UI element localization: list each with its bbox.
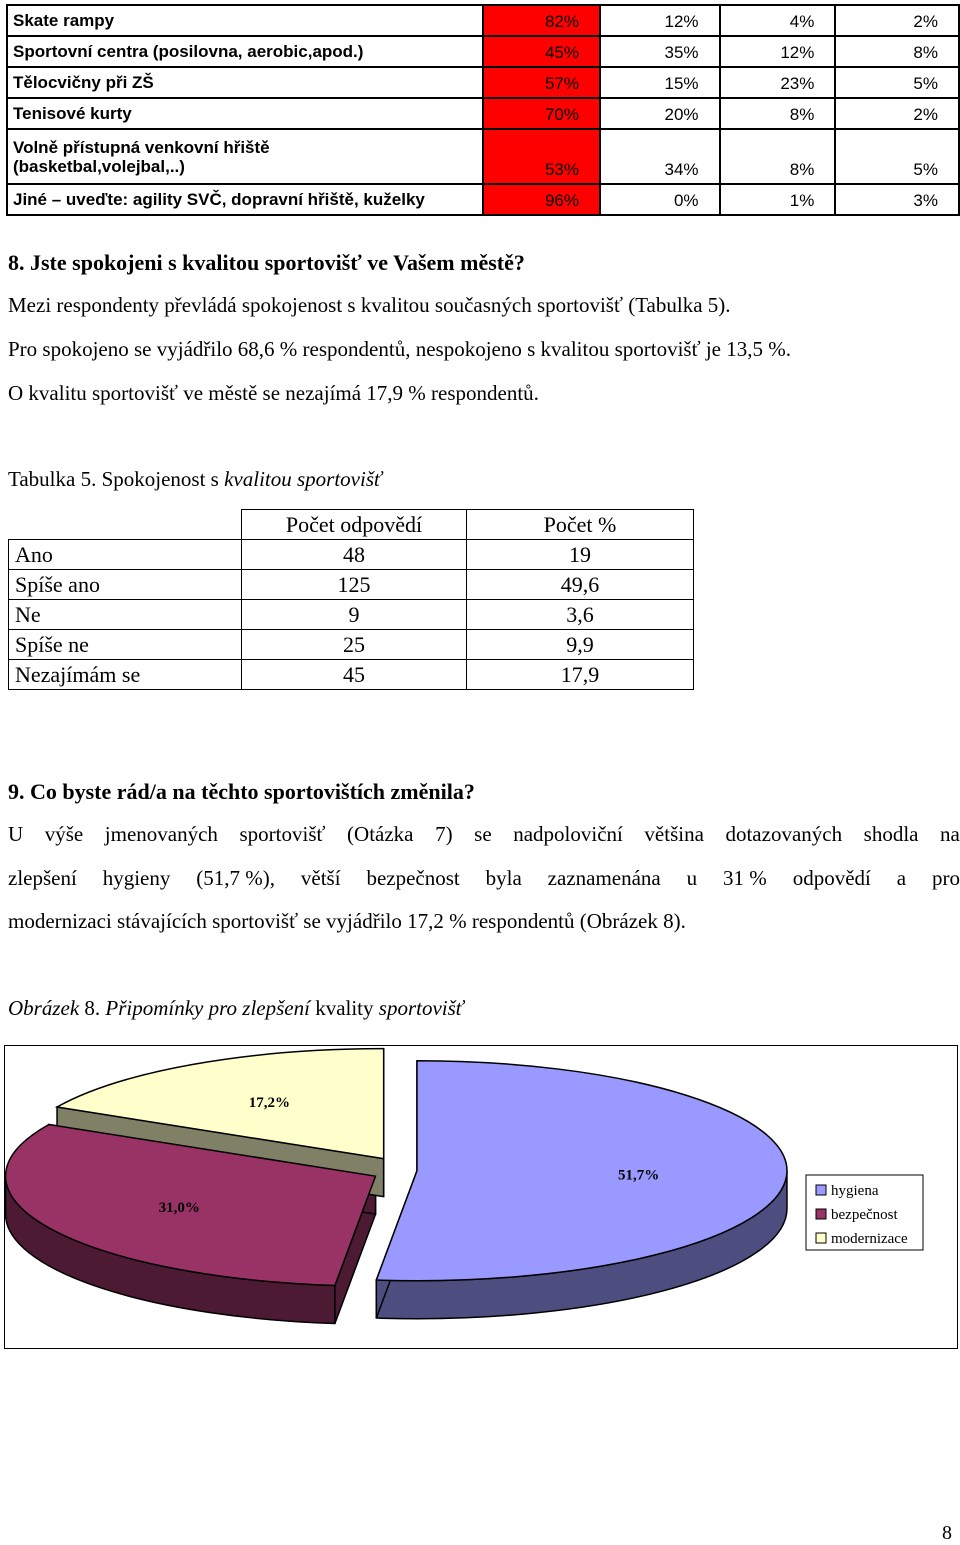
cell-percent: 19 <box>467 540 694 570</box>
legend-label: bezpečnost <box>831 1207 898 1223</box>
legend-label: modernizace <box>831 1231 908 1247</box>
word: hygieny <box>102 866 171 890</box>
cell-value: 12% <box>600 5 720 36</box>
word: 7) <box>435 822 453 846</box>
paragraph-line <box>8 822 960 847</box>
legend-swatch <box>816 1209 826 1219</box>
word: sportovišť <box>239 822 326 846</box>
cell-value: 23% <box>720 67 836 98</box>
column-header: Počet odpovědí <box>242 510 467 540</box>
section-9-heading: 9. Co byste rád/a na těchto sportovištích změnila? <box>8 779 475 804</box>
row-label: Ano <box>9 540 242 570</box>
cell-percent: 49,6 <box>467 570 694 600</box>
row-label-line: (basketbal,volejbal,..) <box>13 156 185 176</box>
cell-value: 82% <box>483 5 600 36</box>
caption-text: 8. <box>79 996 106 1020</box>
cell-count: 9 <box>242 600 467 630</box>
word: pro <box>931 866 960 890</box>
word: jmenovaných <box>104 822 218 846</box>
caption-text: Tabulka 5. Spokojenost s <box>8 467 225 491</box>
word: na <box>940 822 960 846</box>
legend-swatch <box>816 1185 826 1195</box>
word: u <box>686 866 698 890</box>
paragraph-line: modernizaci stávajících sportovišť se vyjádřilo 17,2 % respondentů (Obrázek 8). <box>8 909 686 933</box>
paragraph: Mezi respondenty převládá spokojenost s kvalitou současných sportovišť (Tabulka 5). <box>8 293 731 317</box>
cell-value: 2% <box>835 5 959 36</box>
header-empty <box>9 510 242 540</box>
word: dotazovaných <box>725 822 843 846</box>
cell-value: 20% <box>600 98 720 129</box>
cell-value: 12% <box>720 36 836 67</box>
caption-italic: Obrázek <box>8 996 80 1020</box>
cell-value: 8% <box>720 98 836 129</box>
cell-count: 48 <box>242 540 467 570</box>
table-row <box>9 630 694 660</box>
data-label: 31,0% <box>158 1199 200 1216</box>
word: zlepšení <box>8 866 77 890</box>
caption-italic: sportovišť <box>378 996 464 1020</box>
cell-value: 0% <box>600 184 720 215</box>
cell-value: 8% <box>720 129 836 184</box>
table-row <box>7 129 959 184</box>
word: se <box>474 822 492 846</box>
table-row <box>7 67 959 98</box>
row-label: Spíše ne <box>9 630 242 660</box>
row-label: Sportovní centra (posilovna, aerobic,apod.) <box>7 36 483 67</box>
cell-value: 34% <box>600 129 720 184</box>
word: nadpoloviční <box>513 822 623 846</box>
caption-italic: Připomínky pro zlepšení <box>105 996 310 1020</box>
cell-value: 8% <box>835 36 959 67</box>
row-label: Ne <box>9 600 242 630</box>
legend-swatch <box>816 1233 826 1243</box>
legend-label: hygiena <box>831 1183 879 1199</box>
paragraph: Pro spokojeno se vyjádřilo 68,6 % respondentů, nespokojeno s kvalitou sportovišť je 13,5 %. <box>8 337 791 361</box>
row-label: Nezajímám se <box>9 660 242 690</box>
word: 31 % <box>723 866 767 890</box>
cell-count: 45 <box>242 660 467 690</box>
word: a <box>896 866 907 890</box>
cell-value: 53% <box>483 129 600 184</box>
cell-percent: 17,9 <box>467 660 694 690</box>
table-header-row <box>9 510 694 540</box>
cell-percent: 3,6 <box>467 600 694 630</box>
data-label: 17,2% <box>248 1095 290 1112</box>
word: (51,7 %), <box>196 866 275 890</box>
paragraph: O kvalitu sportovišť ve městě se nezajímá 17,9 % respondentů. <box>8 381 539 405</box>
page-number: 8 <box>942 1522 952 1544</box>
cell-value: 45% <box>483 36 600 67</box>
cell-value: 4% <box>720 5 836 36</box>
cell-value: 2% <box>835 98 959 129</box>
figure-caption <box>8 996 463 1021</box>
cell-value: 1% <box>720 184 836 215</box>
cell-value: 5% <box>835 129 959 184</box>
activity-table <box>6 4 960 216</box>
word: výše <box>44 822 84 846</box>
word: většina <box>644 822 704 846</box>
word: bezpečnost <box>366 866 460 890</box>
word: odpovědí <box>792 866 871 890</box>
cell-percent: 9,9 <box>467 630 694 660</box>
table-row <box>7 36 959 67</box>
cell-value: 57% <box>483 67 600 98</box>
cell-value: 70% <box>483 98 600 129</box>
row-label-line: Volně přístupná venkovní hřiště <box>13 137 270 157</box>
pie-chart <box>4 1045 958 1349</box>
satisfaction-table <box>8 509 694 690</box>
cell-count: 25 <box>242 630 467 660</box>
cell-value: 5% <box>835 67 959 98</box>
table-row <box>7 98 959 129</box>
table-row <box>9 570 694 600</box>
table-row <box>7 184 959 215</box>
section-8-heading: 8. Jste spokojeni s kvalitou sportovišť ve Vašem městě? <box>8 250 525 275</box>
cell-count: 125 <box>242 570 467 600</box>
word: zaznamenána <box>547 866 661 890</box>
column-header: Počet % <box>467 510 694 540</box>
pie-chart-svg <box>5 1046 957 1348</box>
table-caption <box>8 467 382 492</box>
data-label: 51,7% <box>618 1167 660 1184</box>
row-label: Jiné – uveďte: agility SVČ, dopravní hřiště, kuželky <box>7 184 483 215</box>
table-row <box>9 600 694 630</box>
word: větší <box>300 866 341 890</box>
paragraph-line <box>8 866 960 891</box>
word: shodla <box>863 822 919 846</box>
word: U <box>8 822 24 846</box>
row-label: Tenisové kurty <box>7 98 483 129</box>
cell-value: 96% <box>483 184 600 215</box>
row-label: Tělocvičny při ZŠ <box>7 67 483 98</box>
row-label: Spíše ano <box>9 570 242 600</box>
cell-value: 3% <box>835 184 959 215</box>
table-row <box>9 660 694 690</box>
cell-value: 15% <box>600 67 720 98</box>
row-label <box>7 129 483 184</box>
table-row <box>9 540 694 570</box>
word: (Otázka <box>347 822 414 846</box>
table-row <box>7 5 959 36</box>
caption-italic: kvalitou sportovišť <box>224 467 382 491</box>
cell-value: 35% <box>600 36 720 67</box>
row-label: Skate rampy <box>7 5 483 36</box>
caption-text: kvality <box>309 996 379 1020</box>
word: byla <box>485 866 522 890</box>
